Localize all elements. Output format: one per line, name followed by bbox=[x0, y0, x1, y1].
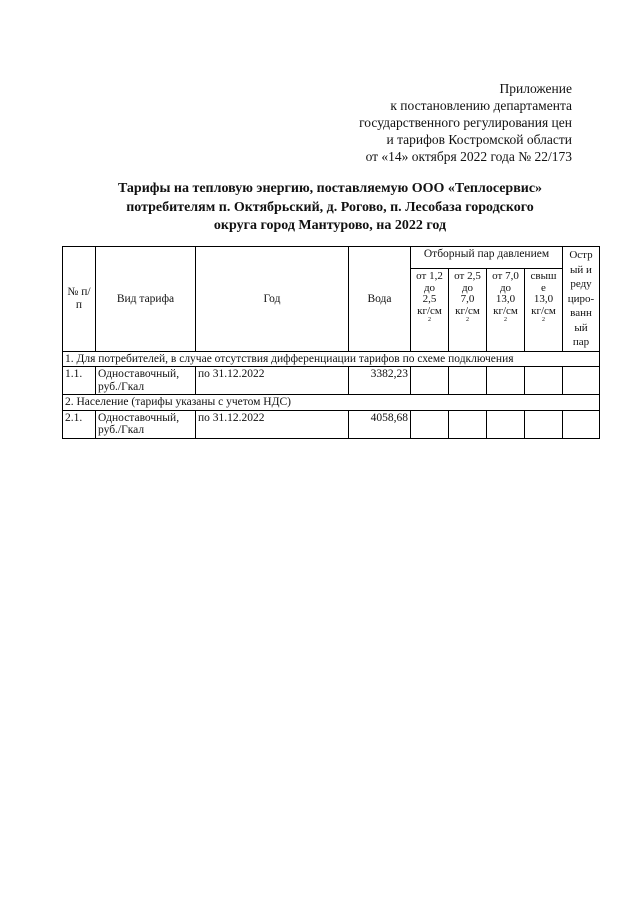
header-tariff-type: Вид тарифа bbox=[96, 247, 196, 352]
row-empty-cell bbox=[525, 410, 563, 438]
steam-col-text: кг/см bbox=[493, 304, 518, 317]
steam-col-text: до bbox=[461, 281, 474, 294]
header-steam-col-4 bbox=[525, 269, 563, 351]
row-water-value: 3382,23 bbox=[349, 367, 411, 395]
steam-col-sup: 2 bbox=[504, 317, 507, 324]
table-row bbox=[63, 410, 600, 438]
steam-col-text: от 7,0 bbox=[492, 270, 519, 283]
steam-col-text: кг/см bbox=[531, 304, 556, 317]
header-num: № п/п bbox=[63, 247, 96, 352]
steam-col-text: свыш bbox=[530, 270, 557, 283]
annex-line: Приложение bbox=[499, 81, 572, 96]
row-num: 2.1. bbox=[63, 410, 96, 438]
row-empty-cell bbox=[487, 367, 525, 395]
steam-col-text: 2,5 bbox=[422, 293, 437, 306]
steam-col-text: 13,0 bbox=[533, 293, 554, 306]
steam-col-text: 13,0 bbox=[495, 293, 516, 306]
header-year: Год bbox=[196, 247, 349, 352]
steam-col-text: 7,0 bbox=[460, 293, 475, 306]
steam-col-text: до bbox=[423, 281, 436, 294]
steam-col-sup: 2 bbox=[466, 317, 469, 324]
title-line: потребителям п. Октябрьский, д. Рогово, п. Лесобаза городского bbox=[126, 199, 534, 215]
header-row bbox=[63, 247, 600, 269]
steam-col-sup: 2 bbox=[428, 317, 431, 324]
steam-col-sup: 2 bbox=[542, 317, 545, 324]
row-tariff-type: Одноставочный, руб./Гкал bbox=[96, 410, 196, 438]
row-year: по 31.12.2022 bbox=[196, 410, 349, 438]
row-num: 1.1. bbox=[63, 367, 96, 395]
row-empty-cell bbox=[563, 367, 600, 395]
tariff-table bbox=[62, 246, 600, 439]
annex-line: к постановлению департамента bbox=[390, 98, 572, 113]
section-1-label: 1. Для потребителей, в случае отсутствия дифференциации тарифов по схеме подключения bbox=[63, 351, 600, 367]
annex-line: государственного регулирования цен bbox=[359, 115, 572, 130]
row-empty-cell bbox=[487, 410, 525, 438]
header-water: Вода bbox=[349, 247, 411, 352]
annex-line: и тарифов Костромской области bbox=[386, 132, 572, 147]
row-water-value: 4058,68 bbox=[349, 410, 411, 438]
steam-col-text: от 1,2 bbox=[416, 270, 443, 283]
section-row bbox=[63, 395, 600, 411]
header-steam-group: Отборный пар давлением bbox=[411, 247, 563, 269]
title-line: Тарифы на тепловую энергию, поставляемую ООО «Теплосервис» bbox=[117, 181, 543, 196]
steam-col-text: от 2,5 bbox=[454, 270, 481, 283]
title-line: округа город Мантурово, на 2022 год bbox=[213, 218, 447, 233]
steam-col-text: е bbox=[541, 281, 546, 294]
header-steam-col-3 bbox=[487, 269, 525, 351]
document-title bbox=[60, 180, 600, 236]
header-steam-col-2 bbox=[449, 269, 487, 351]
annex-line: от «14» октября 2022 года № 22/173 bbox=[365, 149, 572, 164]
row-empty-cell bbox=[449, 367, 487, 395]
steam-col-text: кг/см bbox=[455, 304, 480, 317]
section-row bbox=[63, 351, 600, 367]
header-sharp-steam: Остр ый и реду циро- ванн ый пар bbox=[563, 247, 600, 352]
header-steam-col-1 bbox=[411, 269, 449, 351]
row-empty-cell bbox=[411, 367, 449, 395]
row-empty-cell bbox=[525, 367, 563, 395]
row-empty-cell bbox=[411, 410, 449, 438]
row-tariff-type: Одноставочный, руб./Гкал bbox=[96, 367, 196, 395]
annex-header bbox=[359, 80, 572, 165]
table-row bbox=[63, 367, 600, 395]
section-2-label: 2. Население (тарифы указаны с учетом НДС) bbox=[63, 395, 600, 411]
row-year: по 31.12.2022 bbox=[196, 367, 349, 395]
steam-col-text: до bbox=[499, 281, 512, 294]
row-empty-cell bbox=[449, 410, 487, 438]
row-empty-cell bbox=[563, 410, 600, 438]
steam-col-text: кг/см bbox=[417, 304, 442, 317]
